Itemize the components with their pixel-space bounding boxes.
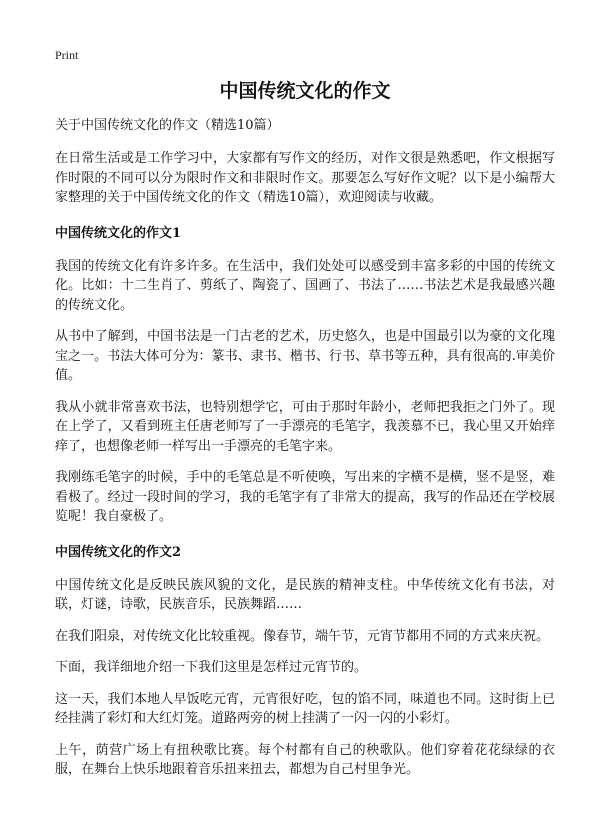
page-title: 中国传统文化的作文 <box>219 80 391 102</box>
intro-paragraph: 在日常生活或是工作学习中，大家都有写作文的经历，对作文很是熟悉吧，作文根据写作时限的不同可以分为限时作文和非限时作文。那要怎么写好作文呢？以下是小编帮大家整理的关于中国传统文化的作文（精选10篇），欢迎阅读与收藏。 <box>55 151 555 205</box>
paragraph: 在我们阳泉，对传统文化比较重视。像春节，端午节，元宵节都用不同的方式来庆祝。 <box>55 628 550 644</box>
paragraph: 我国的传统文化有许多许多。在生活中，我们处处可以感受到丰富多彩的中国的传统文化。比如：十二生肖了、剪纸了、陶瓷了、国画了、书法了……书法艺术是我最感兴趣的传统文化。 <box>55 258 555 313</box>
section-heading: 中国传统文化的作文2 <box>55 544 182 560</box>
paragraph: 我刚练毛笔字的时候，手中的毛笔总是不听使唤，写出来的字横不是横，竖不是竖，难看极了。经过一段时间的学习，我的毛笔字有了非常大的提高，我写的作品还在学校展览呢！我自豪极了。 <box>55 470 555 524</box>
paragraph: 从书中了解到，中国书法是一门古老的艺术，历史悠久，也是中国最引以为豪的文化瑰宝之一。书法大体可分为：篆书、隶书、楷书、行书、草书等五种，具有很高的.审美价值。 <box>55 329 555 383</box>
page-subtitle: 关于中国传统文化的作文（精选10篇） <box>55 118 280 133</box>
section-heading: 中国传统文化的作文1 <box>55 225 182 241</box>
paragraph: 下面，我详细地介绍一下我们这里是怎样过元宵节的。 <box>55 660 368 675</box>
paragraph: 中国传统文化是反映民族风貌的文化，是民族的精神支柱。中华传统文化有书法，对联，灯谜，诗歌，民族音乐，民族舞蹈…… <box>55 577 555 612</box>
print-link[interactable]: Print <box>55 48 79 62</box>
paragraph: 这一天，我们本地人早饭吃元宵，元宵很好吃，包的馅不同，味道也不同。这时街上已经挂满了彩灯和大红灯笼。道路两旁的树上挂满了一闪一闪的小彩灯。 <box>55 691 555 726</box>
document-page <box>55 78 555 792</box>
paragraph: 我从小就非常喜欢书法，也特别想学它，可由于那时年龄小，老师把我拒之门外了。现在上学了，又看到班主任唐老师写了一手漂亮的毛笔字，我羡慕不已，我心里又开始痒痒了，也想像老师一样写出一手漂亮的毛笔字来。 <box>55 399 555 454</box>
paragraph: 上午，荫营广场上有扭秧歌比赛。每个村都有自己的秧歌队。他们穿着花花绿绿的衣服，在舞台上快乐地跟着音乐扭来扭去，都想为自己村里争光。 <box>55 742 555 777</box>
